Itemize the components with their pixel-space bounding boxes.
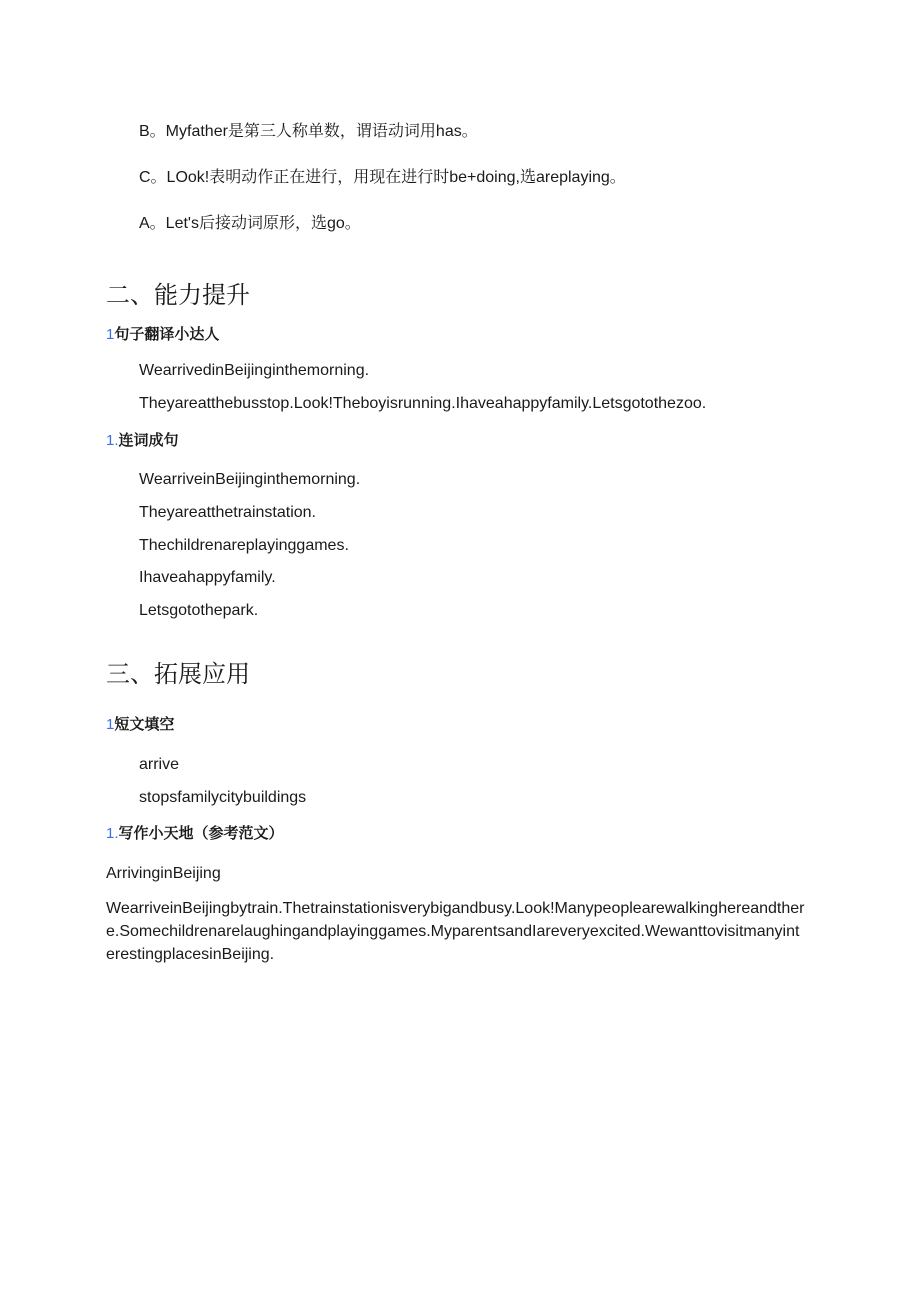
subsection-title-word-order [106,431,179,451]
subsection-title-translation [106,325,219,345]
sentence-line: Theyareatthetrainstation. [139,504,316,521]
subsection-label: 短文填空 [114,716,175,733]
section-heading-ability: 二、能力提升 [106,281,250,309]
sentence-line: WearriveinBeijinginthemorning. [139,471,361,488]
essay-body: WearriveinBeijingbytrain.Thetrainstationisverybigandbusy.Look!Manypeoplearewalkinghereandthere.Somechildrenarelaughingandplayinggames.MyparentsandIareveryexcited.WewanttovisitmanyinterestingplacesinBeijing. [106,900,805,963]
subsection-label: 写作小天地（参考范文） [118,825,284,842]
translation-line: WearrivedinBeijinginthemorning. [139,362,370,379]
section-heading-extension: 三、拓展应用 [106,660,250,688]
essay-title: ArrivinginBeijing [106,865,221,882]
answer-c: C。LOok!表明动作正在进行，用现在进行时be+doing,选areplaying。 [139,169,626,186]
answer-b: B。Myfather是第三人称单数，谓语动词用has。 [139,123,478,140]
subsection-number: 1. [106,825,119,842]
cloze-line: arrive [139,756,180,773]
subsection-label: 句子翻译小达人 [114,326,220,343]
sentence-line: Thechildrenareplayinggames. [139,537,349,554]
translation-line: Theyareatthebusstop.Look!Theboyisrunning.Ihaveahappyfamily.Letsgotothezoo. [139,395,707,412]
answer-a: A。Let's后接动词原形，选go。 [139,215,361,232]
subsection-label: 连词成句 [118,432,179,449]
subsection-title-writing [106,824,284,844]
subsection-number: 1 [106,716,115,733]
sentence-line: Letsgotothepark. [139,602,259,619]
cloze-line: stopsfamilycitybuildings [139,789,307,806]
subsection-title-cloze [106,715,174,735]
subsection-number: 1 [106,326,115,343]
subsection-number: 1. [106,432,119,449]
sentence-line: Ihaveahappyfamily. [139,569,276,586]
